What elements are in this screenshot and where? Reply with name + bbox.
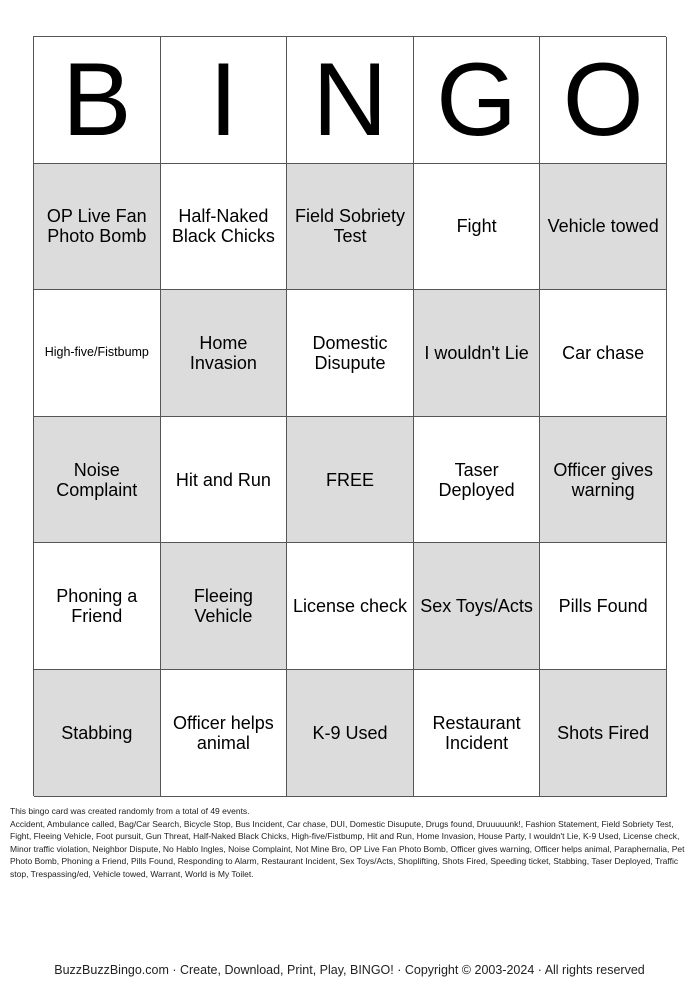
bingo-cell: I wouldn't Lie [414, 290, 541, 417]
bingo-cell: OP Live Fan Photo Bomb [34, 164, 161, 291]
bingo-row-1 [34, 164, 666, 291]
bingo-cell: Shots Fired [540, 670, 667, 797]
bingo-row-3 [34, 417, 666, 544]
bingo-cell: Vehicle towed [540, 164, 667, 291]
site-footer: BuzzBuzzBingo.com · Create, Download, Print, Play, BINGO! · Copyright © 2003-2024 · All rights reserved [54, 963, 645, 977]
bingo-cell: Stabbing [34, 670, 161, 797]
bingo-cell: Domestic Disupute [287, 290, 414, 417]
bingo-cell: Hit and Run [161, 417, 288, 544]
bingo-cell: High-five/Fistbump [34, 290, 161, 417]
bingo-row-2 [34, 290, 666, 417]
bingo-cell: Noise Complaint [34, 417, 161, 544]
header-letter-o: O [540, 37, 667, 164]
note-event-list: Accident, Ambulance called, Bag/Car Search, Bicycle Stop, Bus Incident, Car chase, DUI, Domestic Disupute, Drugs found, Druuuuunk!, Fashion Statement, Field Sobriety Test, Fight, Fleeing Vehicle, Foot pursuit, Gun Threat, Half-Naked Black Chicks, High-five/Fistbump, Hit and Run, Home Invasion, House Party, I wouldn't Lie, K-9 Used, License check, Minor traffic violation, Neighbor Dispute, No Hablo Ingles, Noise Complaint, Not Mine Bro, OP Live Fan Photo Bomb, Officer gives warning, Officer helps animal, Paraphernalia, Pet Photo Bomb, Phoning a Friend, Pills Found, Responding to Alarm, Restaurant Incident, Sex Toys/Acts, Shoplifting, Shots Fired, Speeding ticket, Stabbing, Taser Deployed, Traffic stop, Trespassing/ed, Vehicle towed, Warrant, World is My Toilet. [10, 818, 685, 879]
bingo-cell: Officer helps animal [161, 670, 288, 797]
event-list-note [10, 805, 690, 880]
header-letter-g: G [414, 37, 541, 164]
header-letter-b: B [34, 37, 161, 164]
header-letter-n: N [287, 37, 414, 164]
bingo-row-5 [34, 670, 666, 797]
note-intro: This bingo card was created randomly from a total of 49 events. [10, 806, 250, 816]
bingo-header-row [34, 37, 666, 164]
bingo-cell: Car chase [540, 290, 667, 417]
bingo-card [33, 36, 666, 796]
bingo-cell: License check [287, 543, 414, 670]
header-letter-i: I [161, 37, 288, 164]
bingo-cell: Sex Toys/Acts [414, 543, 541, 670]
bingo-cell: Field Sobriety Test [287, 164, 414, 291]
bingo-row-4 [34, 543, 666, 670]
bingo-cell: Fleeing Vehicle [161, 543, 288, 670]
free-space-cell: FREE [287, 417, 414, 544]
bingo-cell: Pills Found [540, 543, 667, 670]
bingo-cell: Phoning a Friend [34, 543, 161, 670]
bingo-cell: Home Invasion [161, 290, 288, 417]
bingo-cell: Half-Naked Black Chicks [161, 164, 288, 291]
bingo-cell: Restaurant Incident [414, 670, 541, 797]
bingo-cell: Fight [414, 164, 541, 291]
bingo-cell: Taser Deployed [414, 417, 541, 544]
bingo-cell: Officer gives warning [540, 417, 667, 544]
bingo-cell: K-9 Used [287, 670, 414, 797]
